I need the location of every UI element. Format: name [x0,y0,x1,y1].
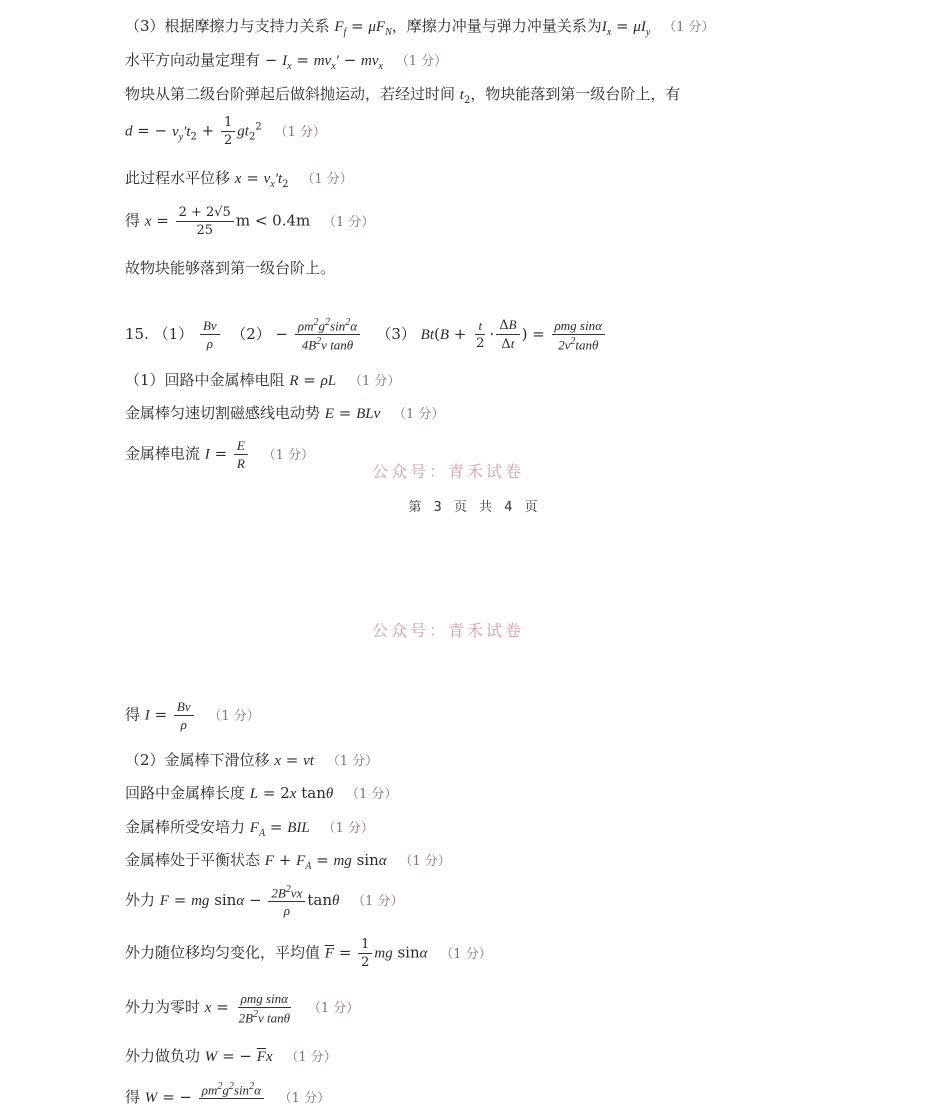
solution-line: 金属棒处于平衡状态 $F + F_A$ = mg sinα （1 分） [125,851,451,872]
solution-line: 物块从第二级台阶弹起后做斜抛运动，若经过时间 $t_2$，物块能落到第一级台阶上，有 [125,85,681,106]
solution-line: 外力 F = mg sinα − $\frac{2B^2vx}{\rho}$ tanθ （1 分） [125,884,404,919]
solution-line: 得 I = $\frac{Bv}{\rho}$ （1 分） [125,699,260,732]
solution-line: 故物块能够落到第一级台阶上。 [125,259,336,277]
score-mark: （1 分） [262,447,315,463]
score-mark: （1 分） [285,1050,337,1065]
score-mark: （1 分） [393,407,445,422]
score-mark: （1 分） [326,754,379,769]
solution-line: d = − $v_y't_2$ + $\frac{1}{2}$ $gt_2^2$ （1 分） [125,115,326,148]
solution-line: 金属棒所受安培力 $F_A$ = BIL （1 分） [125,818,374,839]
solution-line: 金属棒匀速切割磁感线电动势 E = BLv （1 分） [125,404,445,422]
question-15-answers: 15. （1） $\frac{Bv}{\rho}$ （2） − $\frac{\rho m^2g^2\sin^2\alpha}{4B^2v \tan\theta}$ （3） Bt(B + $\frac{t}{2}$ · $\frac{\Delta B}{\Delta t}$ ) = $\frac{\text{ρmg sinα}}{2v^2\tan\theta}$ [125,318,607,352]
solution-line: 得 W = − $\rho m^2g^2\sin^2\alpha$ （1 分） [125,1081,331,1107]
solution-line: 外力随位移均匀变化，平均值 $\overline{F}$ = $\frac{1}{2}$ mg sinα （1 分） [125,937,492,970]
solution-line: （1）回路中金属棒电阻 R = ρL （1 分） [125,371,401,389]
score-mark: （1 分） [323,214,375,230]
score-mark: （1 分） [278,1091,331,1107]
solution-line: 回路中金属棒长度 L = 2x tanθ （1 分） [125,784,398,802]
solution-line: 外力做负功 W = − $\overline{F}x$ （1 分） [125,1047,337,1065]
watermark: 公众号：青禾试卷 [372,462,525,481]
watermark: 公众号：青禾试卷 [372,621,525,640]
solution-line: 水平方向动量定理有 − $I_x = mv_x' - mv_x$ （1 分） [125,51,448,72]
solution-line: （3）根据摩擦力与支持力关系 $F_f = \mu F_N$，摩擦力冲量与弹力冲量关系为$I_x = \mu I_y$ （1 分） [125,17,715,38]
solution-line: 得 x = $\frac{2 + 2√5}{25}$ m < 0.4m （1 分） [125,205,375,238]
solution-line: 外力为零时 x = $\frac{\text{ρmg sinα}}{2B^2v \tan\theta}$ （1 分） [125,991,360,1026]
score-mark: （1 分） [440,946,492,962]
score-mark: （1 分） [399,854,451,869]
score-mark: （1 分） [352,894,404,910]
score-mark: （1 分） [346,787,398,802]
score-mark: （1 分） [395,54,448,69]
page-footer: 第 3 页 共 4 页 [408,500,542,515]
score-mark: （1 分） [208,708,260,724]
solution-line: 金属棒电流 I = $\frac{E}{R}$ （1 分） [125,438,315,471]
score-mark: （1 分） [322,821,374,836]
solution-line: 此过程水平位移 $x = v_x't_2$ （1 分） [125,169,353,190]
score-mark: （1 分） [301,172,353,187]
score-mark: （1 分） [274,124,326,140]
score-mark: （1 分） [348,374,401,389]
score-mark: （1 分） [307,1001,360,1017]
score-mark: （1 分） [663,20,715,35]
solution-line: （2）金属棒下滑位移 x = vt （1 分） [125,751,379,769]
